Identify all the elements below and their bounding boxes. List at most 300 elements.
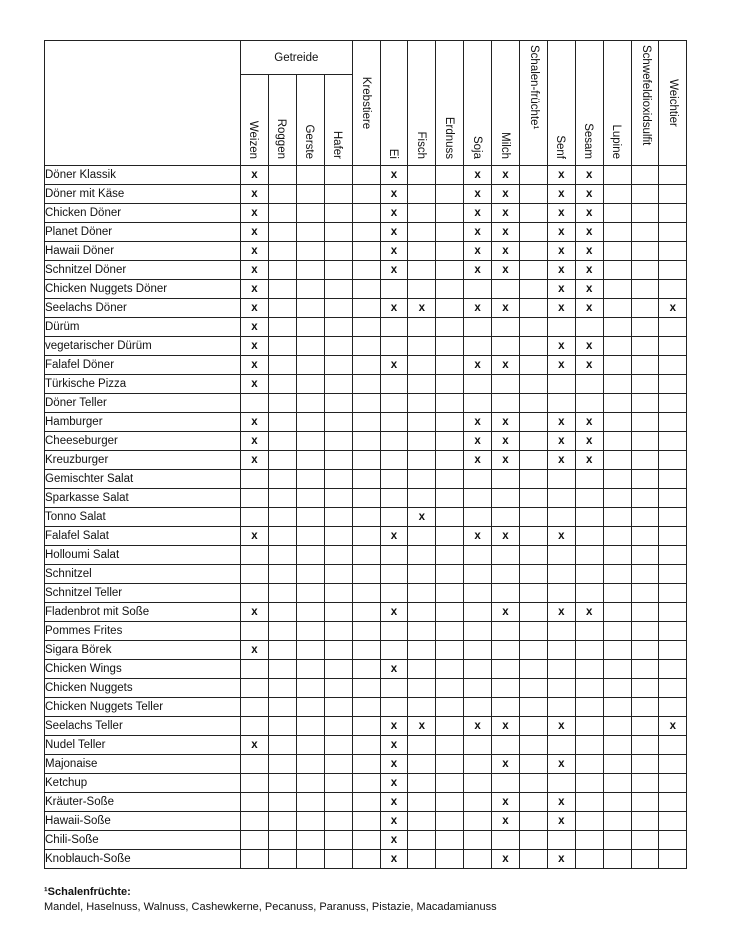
allergen-cell [436, 242, 464, 261]
allergen-cell [547, 679, 575, 698]
allergen-cell [575, 508, 603, 527]
table-row [45, 717, 687, 736]
allergen-cell [464, 660, 492, 679]
row-name: Kräuter-Soße [45, 793, 241, 812]
allergen-cell [436, 527, 464, 546]
allergen-cell [408, 527, 436, 546]
allergen-cell [352, 432, 380, 451]
allergen-cell [241, 470, 269, 489]
allergen-cell [575, 679, 603, 698]
allergen-cell [241, 774, 269, 793]
allergen-cell [436, 812, 464, 831]
allergen-cell [547, 622, 575, 641]
allergen-cell [324, 660, 352, 679]
table-row [45, 261, 687, 280]
allergen-table [44, 40, 687, 869]
allergen-cell [659, 565, 687, 584]
allergen-cell [464, 375, 492, 394]
allergen-cell [268, 223, 296, 242]
allergen-cell: x [464, 451, 492, 470]
allergen-cell [352, 394, 380, 413]
allergen-cell [380, 565, 408, 584]
allergen-cell [519, 299, 547, 318]
allergen-cell [408, 280, 436, 299]
allergen-cell [659, 698, 687, 717]
row-name: Chili-Soße [45, 831, 241, 850]
allergen-cell [631, 413, 659, 432]
allergen-cell [603, 166, 631, 185]
allergen-cell [268, 489, 296, 508]
allergen-cell [575, 394, 603, 413]
allergen-cell: x [492, 242, 520, 261]
table-row [45, 546, 687, 565]
allergen-cell [519, 242, 547, 261]
allergen-cell [296, 850, 324, 869]
allergen-cell [324, 489, 352, 508]
allergen-cell [519, 793, 547, 812]
allergen-cell [436, 508, 464, 527]
allergen-cell [352, 470, 380, 489]
allergen-cell [659, 660, 687, 679]
allergen-cell [324, 736, 352, 755]
col-header-lupine: Lupine [603, 41, 631, 166]
allergen-cell [631, 679, 659, 698]
allergen-cell [296, 641, 324, 660]
allergen-cell [436, 603, 464, 622]
allergen-cell [268, 641, 296, 660]
allergen-cell [296, 793, 324, 812]
row-name: Chicken Wings [45, 660, 241, 679]
allergen-cell [519, 527, 547, 546]
col-header-krebstiere: Krebstiere [352, 41, 380, 166]
allergen-cell [268, 622, 296, 641]
allergen-cell [352, 698, 380, 717]
row-name: Sigara Börek [45, 641, 241, 660]
allergen-cell: x [575, 261, 603, 280]
allergen-cell: x [241, 413, 269, 432]
allergen-cell: x [575, 223, 603, 242]
allergen-cell [519, 185, 547, 204]
allergen-cell: x [380, 774, 408, 793]
row-name: Pommes Frites [45, 622, 241, 641]
allergen-cell: x [241, 166, 269, 185]
row-name: Knoblauch-Soße [45, 850, 241, 869]
allergen-cell [296, 622, 324, 641]
allergen-cell: x [464, 223, 492, 242]
allergen-cell [296, 337, 324, 356]
allergen-cell: x [547, 223, 575, 242]
table-row [45, 185, 687, 204]
allergen-cell: x [492, 717, 520, 736]
allergen-cell [519, 318, 547, 337]
allergen-cell [436, 451, 464, 470]
allergen-cell [464, 337, 492, 356]
allergen-cell [603, 451, 631, 470]
allergen-cell [408, 660, 436, 679]
row-name: Planet Döner [45, 223, 241, 242]
allergen-cell [241, 565, 269, 584]
allergen-cell [464, 318, 492, 337]
allergen-cell: x [380, 299, 408, 318]
allergen-cell [659, 489, 687, 508]
allergen-cell: x [492, 812, 520, 831]
allergen-cell [464, 755, 492, 774]
allergen-cell [352, 736, 380, 755]
allergen-cell [603, 565, 631, 584]
allergen-cell: x [464, 413, 492, 432]
allergen-cell: x [575, 204, 603, 223]
allergen-cell [241, 698, 269, 717]
allergen-cell [659, 755, 687, 774]
allergen-cell [268, 280, 296, 299]
allergen-cell [408, 774, 436, 793]
allergen-cell [603, 223, 631, 242]
allergen-cell [352, 413, 380, 432]
allergen-cell [603, 831, 631, 850]
allergen-cell [268, 166, 296, 185]
allergen-cell: x [575, 166, 603, 185]
table-row [45, 641, 687, 660]
allergen-cell [659, 223, 687, 242]
allergen-cell [631, 299, 659, 318]
table-row [45, 223, 687, 242]
allergen-cell [464, 394, 492, 413]
allergen-cell: x [241, 603, 269, 622]
allergen-cell [296, 527, 324, 546]
row-name: Falafel Döner [45, 356, 241, 375]
allergen-cell [519, 337, 547, 356]
row-name: Nudel Teller [45, 736, 241, 755]
allergen-cell: x [380, 717, 408, 736]
allergen-cell [519, 432, 547, 451]
table-row [45, 508, 687, 527]
allergen-cell [268, 470, 296, 489]
allergen-cell: x [547, 242, 575, 261]
allergen-cell [631, 698, 659, 717]
allergen-cell [324, 698, 352, 717]
row-name: Tonno Salat [45, 508, 241, 527]
allergen-cell [464, 812, 492, 831]
allergen-cell [324, 413, 352, 432]
table-row [45, 660, 687, 679]
allergen-cell [631, 622, 659, 641]
allergen-cell [352, 850, 380, 869]
allergen-cell [631, 280, 659, 299]
allergen-cell [547, 736, 575, 755]
allergen-cell [436, 318, 464, 337]
allergen-cell [631, 318, 659, 337]
allergen-cell: x [547, 812, 575, 831]
table-row [45, 166, 687, 185]
corner-cell [45, 41, 241, 166]
allergen-cell [631, 717, 659, 736]
allergen-cell [296, 261, 324, 280]
allergen-cell [575, 850, 603, 869]
table-row [45, 622, 687, 641]
allergen-cell [380, 318, 408, 337]
row-name: Ketchup [45, 774, 241, 793]
allergen-cell [659, 261, 687, 280]
allergen-cell [324, 546, 352, 565]
allergen-cell: x [464, 299, 492, 318]
allergen-cell [324, 622, 352, 641]
allergen-cell [631, 356, 659, 375]
allergen-cell [519, 717, 547, 736]
allergen-cell: x [547, 603, 575, 622]
table-row [45, 299, 687, 318]
row-name: Döner Klassik [45, 166, 241, 185]
allergen-cell [603, 489, 631, 508]
row-name: Chicken Döner [45, 204, 241, 223]
allergen-cell [380, 508, 408, 527]
allergen-cell [268, 242, 296, 261]
allergen-cell [268, 375, 296, 394]
allergen-cell [575, 660, 603, 679]
allergen-cell [464, 736, 492, 755]
allergen-cell [436, 394, 464, 413]
allergen-cell [575, 793, 603, 812]
allergen-cell: x [547, 413, 575, 432]
allergen-cell [631, 242, 659, 261]
col-header-weizen: Weizen [241, 75, 269, 166]
allergen-cell [659, 508, 687, 527]
allergen-cell [464, 641, 492, 660]
allergen-cell [575, 546, 603, 565]
allergen-cell [380, 679, 408, 698]
allergen-cell [603, 394, 631, 413]
allergen-cell [268, 546, 296, 565]
allergen-cell [519, 660, 547, 679]
row-name: Gemischter Salat [45, 470, 241, 489]
allergen-cell [436, 698, 464, 717]
allergen-cell [380, 451, 408, 470]
allergen-cell [380, 622, 408, 641]
allergen-cell [631, 755, 659, 774]
allergen-cell [659, 603, 687, 622]
allergen-cell [324, 375, 352, 394]
allergen-cell [631, 204, 659, 223]
row-name: Hamburger [45, 413, 241, 432]
allergen-cell [519, 603, 547, 622]
allergen-cell: x [492, 356, 520, 375]
table-row [45, 755, 687, 774]
table-row [45, 413, 687, 432]
allergen-cell: x [492, 299, 520, 318]
allergen-cell: x [380, 261, 408, 280]
allergen-cell: x [547, 337, 575, 356]
allergen-cell [241, 622, 269, 641]
allergen-cell [436, 470, 464, 489]
allergen-cell [547, 375, 575, 394]
allergen-cell [519, 774, 547, 793]
allergen-cell: x [659, 299, 687, 318]
allergen-cell [268, 413, 296, 432]
allergen-cell: x [547, 185, 575, 204]
allergen-cell [352, 185, 380, 204]
table-row [45, 280, 687, 299]
allergen-cell [352, 546, 380, 565]
allergen-cell [519, 850, 547, 869]
allergen-cell [436, 622, 464, 641]
allergen-cell: x [241, 641, 269, 660]
col-header-weichtier: Weichtier [659, 41, 687, 166]
allergen-cell [296, 413, 324, 432]
allergen-cell: x [241, 299, 269, 318]
allergen-cell [296, 432, 324, 451]
allergen-cell: x [380, 242, 408, 261]
allergen-cell [492, 831, 520, 850]
allergen-cell [492, 565, 520, 584]
allergen-cell [436, 641, 464, 660]
allergen-cell [268, 717, 296, 736]
allergen-cell [296, 318, 324, 337]
allergen-cell [268, 432, 296, 451]
allergen-cell [352, 641, 380, 660]
allergen-cell [352, 793, 380, 812]
allergen-cell [408, 242, 436, 261]
allergen-cell [575, 318, 603, 337]
allergen-cell [519, 755, 547, 774]
allergen-cell [352, 812, 380, 831]
footnote [44, 885, 497, 915]
allergen-cell [408, 565, 436, 584]
allergen-cell [631, 546, 659, 565]
allergen-cell [352, 755, 380, 774]
allergen-cell [380, 280, 408, 299]
allergen-cell [436, 793, 464, 812]
allergen-cell: x [547, 717, 575, 736]
allergen-cell [603, 755, 631, 774]
allergen-cell [268, 261, 296, 280]
allergen-cell [268, 831, 296, 850]
table-row [45, 736, 687, 755]
allergen-cell: x [380, 527, 408, 546]
col-header-gerste: Gerste [296, 75, 324, 166]
allergen-cell [296, 508, 324, 527]
allergen-cell [241, 508, 269, 527]
allergen-cell [659, 337, 687, 356]
allergen-cell: x [575, 451, 603, 470]
allergen-cell [492, 584, 520, 603]
allergen-cell [547, 318, 575, 337]
allergen-cell [519, 375, 547, 394]
allergen-cell [464, 679, 492, 698]
allergen-cell [408, 204, 436, 223]
allergen-cell [547, 584, 575, 603]
allergen-cell [408, 622, 436, 641]
allergen-cell [603, 318, 631, 337]
allergen-cell [519, 223, 547, 242]
allergen-cell [352, 299, 380, 318]
allergen-cell [464, 774, 492, 793]
allergen-cell [659, 204, 687, 223]
allergen-cell: x [241, 280, 269, 299]
allergen-cell [324, 242, 352, 261]
allergen-cell [408, 223, 436, 242]
allergen-cell [268, 185, 296, 204]
row-name: Falafel Salat [45, 527, 241, 546]
allergen-cell [575, 622, 603, 641]
table-row [45, 793, 687, 812]
allergen-cell: x [380, 850, 408, 869]
row-name: Fladenbrot mit Soße [45, 603, 241, 622]
allergen-cell [268, 451, 296, 470]
allergen-cell [324, 470, 352, 489]
allergen-cell [659, 546, 687, 565]
allergen-cell: x [492, 850, 520, 869]
row-name: Cheeseburger [45, 432, 241, 451]
allergen-cell: x [492, 185, 520, 204]
table-row [45, 318, 687, 337]
allergen-cell: x [547, 166, 575, 185]
allergen-cell [603, 413, 631, 432]
row-name: Holloumi Salat [45, 546, 241, 565]
allergen-cell: x [547, 280, 575, 299]
allergen-cell: x [464, 356, 492, 375]
allergen-cell [519, 622, 547, 641]
allergen-cell [436, 413, 464, 432]
allergen-cell: x [380, 660, 408, 679]
allergen-cell [603, 470, 631, 489]
allergen-cell: x [575, 356, 603, 375]
allergen-cell: x [241, 736, 269, 755]
allergen-cell [603, 584, 631, 603]
allergen-cell [241, 717, 269, 736]
allergen-cell: x [380, 831, 408, 850]
table-row [45, 679, 687, 698]
allergen-cell [547, 698, 575, 717]
allergen-cell [631, 261, 659, 280]
allergen-cell [408, 850, 436, 869]
allergen-cell [464, 698, 492, 717]
allergen-cell [352, 565, 380, 584]
col-header-schwefeldioxidsulfit: Schwefeldioxidsulfit [631, 41, 659, 166]
allergen-cell [296, 185, 324, 204]
allergen-cell: x [380, 204, 408, 223]
allergen-cell [519, 546, 547, 565]
group-header-getreide: Getreide [241, 41, 353, 75]
allergen-cell [547, 660, 575, 679]
table-row [45, 242, 687, 261]
row-name: Chicken Nuggets Teller [45, 698, 241, 717]
allergen-cell [268, 565, 296, 584]
allergen-cell [603, 242, 631, 261]
footnote-text: Mandel, Haselnuss, Walnuss, Cashewkerne, Pecanuss, Paranuss, Pistazie, Macadamianuss [44, 901, 497, 913]
table-row [45, 432, 687, 451]
allergen-cell [631, 850, 659, 869]
allergen-cell [352, 717, 380, 736]
allergen-cell [519, 280, 547, 299]
allergen-cell [519, 736, 547, 755]
allergen-cell [575, 831, 603, 850]
allergen-cell [324, 356, 352, 375]
allergen-cell [519, 641, 547, 660]
allergen-cell: x [492, 603, 520, 622]
allergen-cell [324, 432, 352, 451]
allergen-cell [436, 850, 464, 869]
allergen-cell [296, 223, 324, 242]
allergen-cell [241, 584, 269, 603]
col-header-erdnuss: Erdnuss [436, 41, 464, 166]
allergen-cell: x [492, 793, 520, 812]
allergen-cell [519, 584, 547, 603]
allergen-cell [631, 812, 659, 831]
allergen-cell [408, 584, 436, 603]
allergen-cell [241, 793, 269, 812]
row-name: Majonaise [45, 755, 241, 774]
allergen-cell [603, 204, 631, 223]
allergen-cell [296, 394, 324, 413]
